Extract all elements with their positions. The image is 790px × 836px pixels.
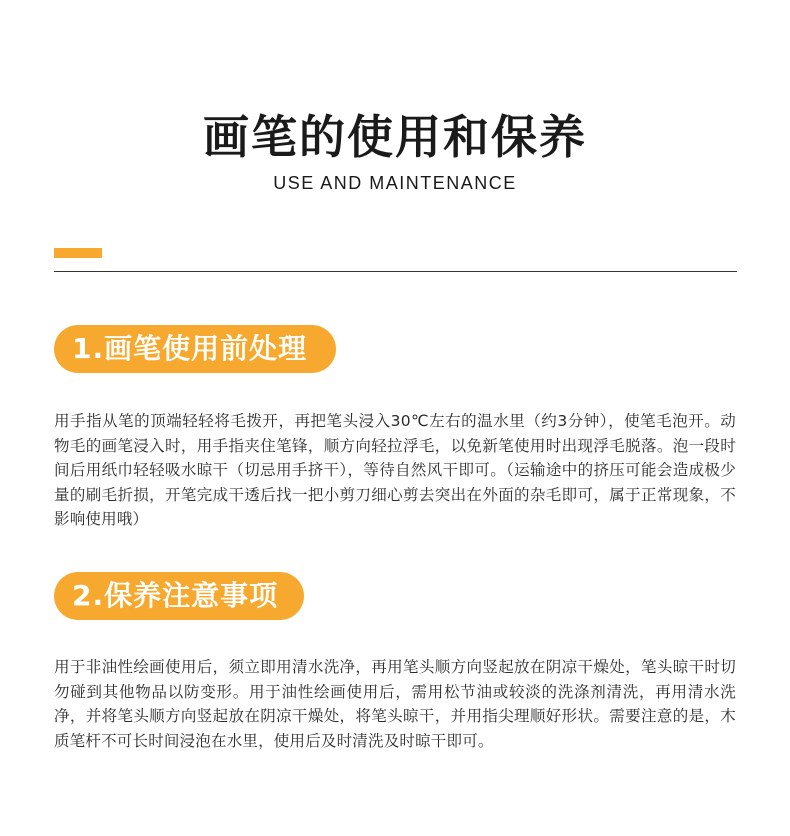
section-heading-before-use: 1.画笔使用前处理 <box>54 325 336 373</box>
accent-bar <box>54 248 102 258</box>
page-title: 画笔的使用和保养 <box>203 110 587 164</box>
section-body-maintenance: 用于非油性绘画使用后，须立即用清水洗净，再用笔头顺方向竖起放在阴凉干燥处，笔头晾干时切勿碰到其他物品以防变形。用于油性绘画使用后，需用松节油或较淡的洗涤剂清洗，再用清水洗净，并将笔头顺方向竖起放在阴凉干燥处，将笔头晾干，并用指尖理顺好形状。需要注意的是，木质笔杆不可长时间浸泡在水里，使用后及时清洗及时晾干即可。 <box>54 658 736 750</box>
header-divider <box>54 271 737 272</box>
section-heading-maintenance: 2.保养注意事项 <box>54 572 304 620</box>
page-subtitle: USE AND MAINTENANCE <box>273 173 517 193</box>
section-body-before-use: 用手指从笔的顶端轻轻将毛拨开，再把笔头浸入30℃左右的温水里（约3分钟），使笔毛泡开。动物毛的画笔浸入时，用手指夹住笔锋，顺方向轻拉浮毛，以免新笔使用时出现浮毛脱落。泡一段时间后用纸巾轻轻吸水晾干（切忌用手挤干），等待自然风干即可。（运输途中的挤压可能会造成极少量的刷毛折损，开笔完成干透后找一把小剪刀细心剪去突出在外面的杂毛即可，属于正常现象，不影响使用哦） <box>54 412 736 528</box>
